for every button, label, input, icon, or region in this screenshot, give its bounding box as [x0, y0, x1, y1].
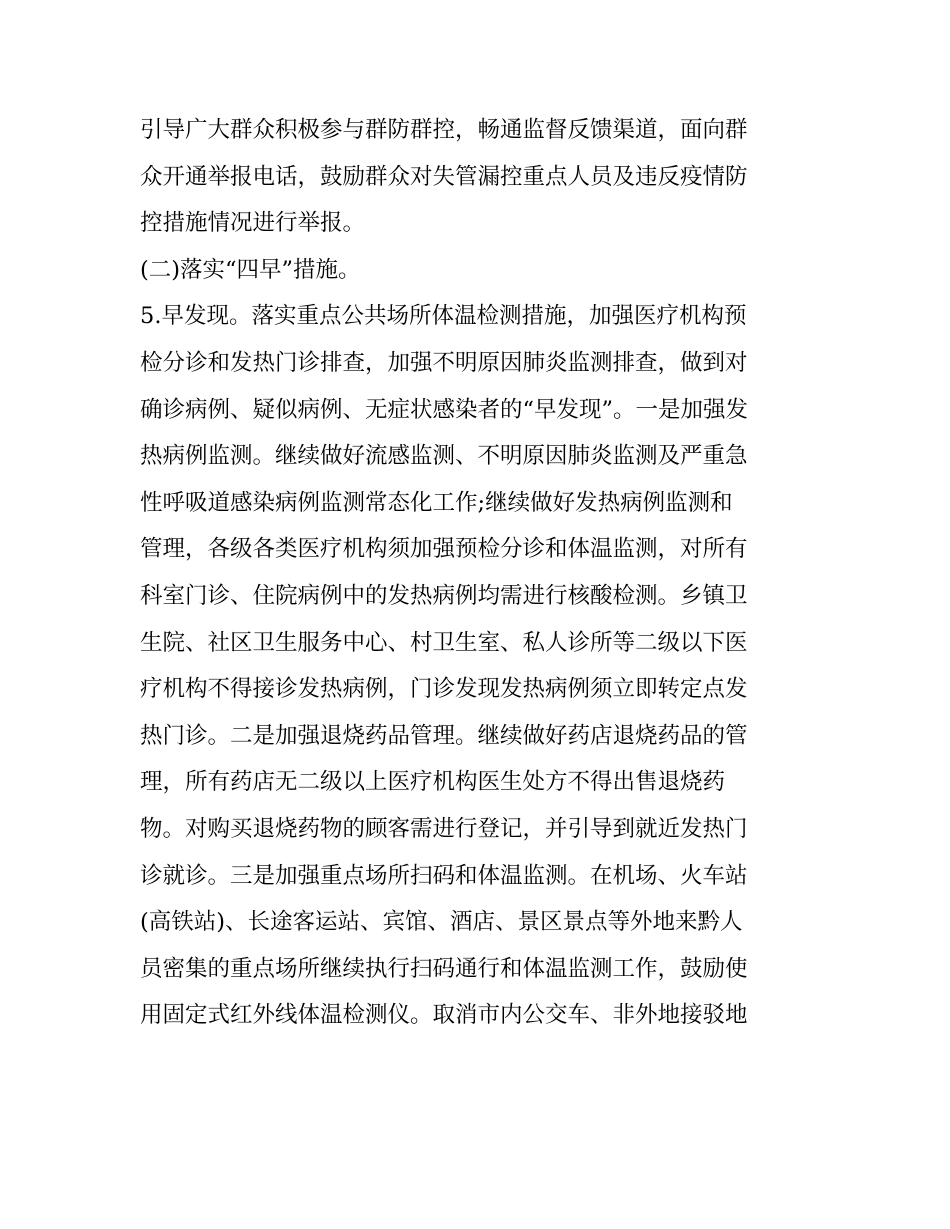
text-line: (高铁站)、长途客运站、宾馆、酒店、景区景点等外地来黔人 — [140, 909, 743, 936]
text-line: 热门诊。二是加强退烧药品管理。继续做好药店退烧药品的管 — [140, 722, 748, 749]
text-line: 生院、社区卫生服务中心、村卫生室、私人诊所等二级以下医 — [140, 629, 748, 656]
text-line: 性呼吸道感染病例监测常态化工作;继续做好发热病例监测和 — [140, 489, 733, 516]
section-heading: (二)落实“四早”措施。 — [140, 256, 361, 283]
text-line: 疗机构不得接诊发热病例，门诊发现发热病例须立即转定点发 — [140, 676, 748, 703]
text-line: 管理，各级各类医疗机构须加强预检分诊和体温监测，对所有 — [140, 536, 748, 563]
text-line: 用固定式红外线体温检测仪。取消市内公交车、非外地接驳地 — [140, 1002, 748, 1029]
text-line: 控措施情况进行举报。 — [140, 210, 366, 237]
text-line: 热病例监测。继续做好流感监测、不明原因肺炎监测及严重急 — [140, 443, 748, 470]
text-line: 理，所有药店无二级以上医疗机构医生处方不得出售退烧药 — [140, 769, 726, 796]
text-line: 确诊病例、疑似病例、无症状感染者的“早发现”。一是加强发 — [140, 396, 749, 423]
text-line: 物。对购买退烧药物的顾客需进行登记，并引导到就近发热门 — [140, 815, 748, 842]
text-line: 检分诊和发热门诊排查，加强不明原因肺炎监测排查，做到对 — [140, 349, 748, 376]
text-line: 员密集的重点场所继续执行扫码通行和体温监测工作，鼓励使 — [140, 955, 748, 982]
text-line: 5.早发现。落实重点公共场所体温检测措施，加强医疗机构预 — [140, 303, 747, 330]
body-text — [140, 107, 820, 1039]
text-line: 诊就诊。三是加强重点场所扫码和体温监测。在机场、火车站 — [140, 862, 748, 889]
text-line: 引导广大群众积极参与群防群控，畅通监督反馈渠道，面向群 — [140, 117, 748, 143]
text-line: 科室门诊、住院病例中的发热病例均需进行核酸检测。乡镇卫 — [140, 582, 748, 609]
text-line: 众开通举报电话，鼓励群众对失管漏控重点人员及违反疫情防 — [140, 163, 748, 190]
